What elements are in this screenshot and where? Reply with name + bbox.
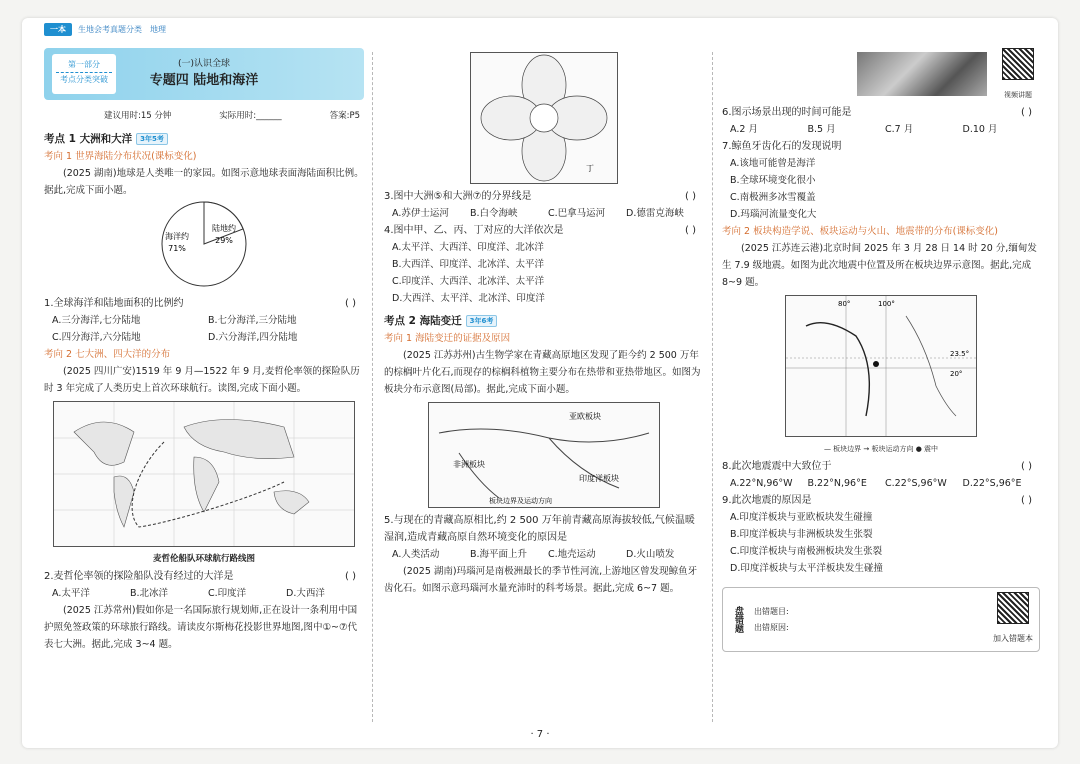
question-5-options: A.人类活动 B.海平面上升 C.地壳运动 D.火山喷发	[392, 549, 675, 560]
question-3-options: A.苏伊士运河 B.白令海峡 C.巴拿马运河 D.德雷克海峡	[392, 208, 684, 219]
passage: (2025 四川广安)1519 年 9 月—1522 年 9 月,麦哲伦率领的探险队历时 3 年完成了人类历史上首次环球航行。读图,完成下面小题。	[44, 366, 360, 394]
question-6-options: A.2 月 B.5 月 C.7 月 D.10 月	[730, 124, 998, 135]
magellan-route-map	[53, 401, 355, 547]
question-2: 2.麦哲伦率领的探险船队没有经过的大洋是 ( )	[44, 571, 356, 582]
svg-text:71%: 71%	[168, 244, 186, 253]
topic-2: 考向 2 七大洲、四大洋的分布	[44, 349, 171, 360]
column-middle	[384, 48, 704, 597]
question-4: 4.图中甲、乙、丙、丁对应的大洋依次是 ( )	[384, 225, 696, 236]
column-divider	[372, 52, 373, 722]
question-6: 6.图示场景出现的时间可能是 ( )	[722, 107, 1032, 118]
question-8-options: A.22°N,96°W B.22°N,96°E C.22°S,96°W D.22°S,96°E	[730, 478, 1022, 489]
question-4-options: A.太平洋、大西洋、印度洋、北冰洋 B.大西洋、印度洋、北冰洋、太平洋 C.印度洋、大西洋、北冰洋、太平洋 D.大西洋、太平洋、北冰洋、印度洋	[392, 242, 545, 304]
svg-text:23.5°: 23.5°	[950, 350, 970, 358]
passage: (2025 江苏苏州)古生物学家在青藏高原地区发现了距今约 2 500 万年的棕榈叶片化石,而现存的棕榈科植物主要分布在热带和亚热带地区。如图为板块分布示意图(局部)。据此,完成下面小题。	[384, 350, 701, 395]
column-left	[44, 48, 364, 653]
map-caption: 麦哲伦船队环球航行路线图	[152, 554, 255, 564]
quake-legend: — 板块边界 → 板块运动方向 ● 震中	[823, 445, 939, 453]
time-meta: 建议用时:15 分钟 实际用时:______ 答案:P5	[104, 111, 360, 121]
part-badge: 第一部分 考点分类突破	[52, 54, 116, 94]
peirce-quincuncial-map	[470, 52, 618, 184]
question-9: 9.此次地震的原因是 ( )	[722, 495, 1032, 506]
error-review-label: 盘错题	[733, 606, 743, 633]
brand-logo: 一本	[44, 23, 72, 36]
column-right	[722, 48, 1040, 652]
page-header	[22, 18, 1058, 40]
question-7: 7.鲸鱼牙齿化石的发现说明	[722, 141, 842, 152]
antarctic-river-photo	[857, 52, 987, 96]
qr-code-icon[interactable]	[1002, 48, 1034, 80]
workbook-page	[22, 18, 1058, 748]
african-plate-label: 非洲板块	[453, 460, 485, 469]
passage: (2025 江苏连云港)北京时间 2025 年 3 月 28 日 14 时 20 分,缅甸发生 7.9 级地震。如图为此次地震中位置及所在板块边界示意图。据此,完成 8~9 题。	[722, 243, 1037, 288]
pie-ocean-label: 海洋约	[165, 232, 189, 241]
banner-subtitle: (一)认识全球	[177, 59, 231, 69]
topic-4: 考向 2 板块构造学说、板块运动与火山、地震带的分布(课标变化)	[722, 226, 998, 237]
topic-3: 考向 1 海陆变迁的证据及原因	[384, 333, 511, 344]
error-question-line: 出错题目:	[754, 606, 789, 616]
question-3: 3.图中大洲⑤和大洲⑦的分界线是 ( )	[384, 191, 696, 202]
plate-distribution-map	[428, 402, 660, 508]
land-ocean-pie-chart	[44, 199, 364, 289]
svg-text:20°: 20°	[950, 370, 963, 378]
error-reason-line: 出错原因:	[754, 622, 789, 632]
question-8: 8.此次地震震中大致位于 ( )	[722, 461, 1032, 472]
section-banner	[44, 48, 364, 100]
svg-text:丁: 丁	[586, 164, 594, 173]
banner-title: 专题四 陆地和海洋	[149, 73, 259, 88]
passage: (2025 江苏常州)假如你是一名国际旅行规划师,正在设计一条利用中国护照免签政策的环球旅行路线。请读皮尔斯梅花投影世界地图,图中①~⑦代表七大洲。据此,完成 3~4 题。	[44, 605, 358, 650]
error-review-box	[722, 587, 1040, 652]
passage: (2025 湖南)玛瑙河是南极洲最长的季节性河流,上游地区曾发现鲸鱼牙齿化石。如图示意玛瑙河水量充沛时的科考场景。据此,完成 6~7 题。	[384, 566, 698, 594]
question-9-options: A.印度洋板块与亚欧板块发生碰撞 B.印度洋板块与非洲板块发生张裂 C.印度洋板块与南极洲板块发生张裂 D.印度洋板块与太平洋板块发生碰撞	[730, 512, 883, 574]
epicenter-marker	[873, 361, 879, 367]
page-number: · 7 ·	[530, 729, 550, 740]
plate-legend: 板块边界及运动方向	[489, 497, 552, 505]
eurasian-plate-label: 亚欧板块	[569, 412, 601, 421]
subject-label: 地理	[150, 24, 166, 34]
topic-1: 考向 1 世界海陆分布状况(课标变化)	[44, 151, 197, 162]
question-7-options: A.该地可能曾是海洋 B.全球环境变化很小 C.南极洲多冰雪覆盖 D.玛瑙河流量变化大	[730, 158, 817, 220]
qr-code-icon[interactable]	[997, 592, 1029, 624]
indian-plate-label: 印度洋板块	[579, 474, 619, 483]
qr-label: 视频讲题	[1004, 91, 1032, 99]
question-2-options: A.太平洋 B.北冰洋 C.印度洋 D.大西洋	[52, 588, 325, 599]
svg-text:80°: 80°	[838, 300, 851, 308]
svg-text:100°: 100°	[878, 300, 895, 308]
earthquake-location-map	[785, 295, 977, 437]
series-title: 生地会考真题分类	[78, 24, 142, 34]
question-5: 5.与现在的青藏高原相比,约 2 500 万年前青藏高原海拔较低,气候温暖湿润,造成青藏高原自然环境变化的原因是	[384, 515, 695, 543]
svg-text:29%: 29%	[215, 236, 233, 245]
question-1-options: A.三分海洋,七分陆地 B.七分海洋,三分陆地 C.四分海洋,六分陆地 D.六分海洋,四分陆地	[52, 315, 298, 343]
add-to-error-book-label: 加入错题本	[993, 634, 1033, 643]
passage: (2025 湖南)地球是人类唯一的家园。如图示意地球表面海陆面积比例。据此,完成下面小题。	[44, 168, 364, 196]
column-divider	[712, 52, 713, 722]
pie-land-label: 陆地约	[212, 224, 236, 233]
knowledge-point-1: 考点 1 大洲和大洋 3年5考	[44, 131, 364, 148]
knowledge-point-2: 考点 2 海陆变迁 3年6考	[384, 313, 704, 330]
question-1: 1.全球海洋和陆地面积的比例约 ( )	[44, 298, 356, 309]
